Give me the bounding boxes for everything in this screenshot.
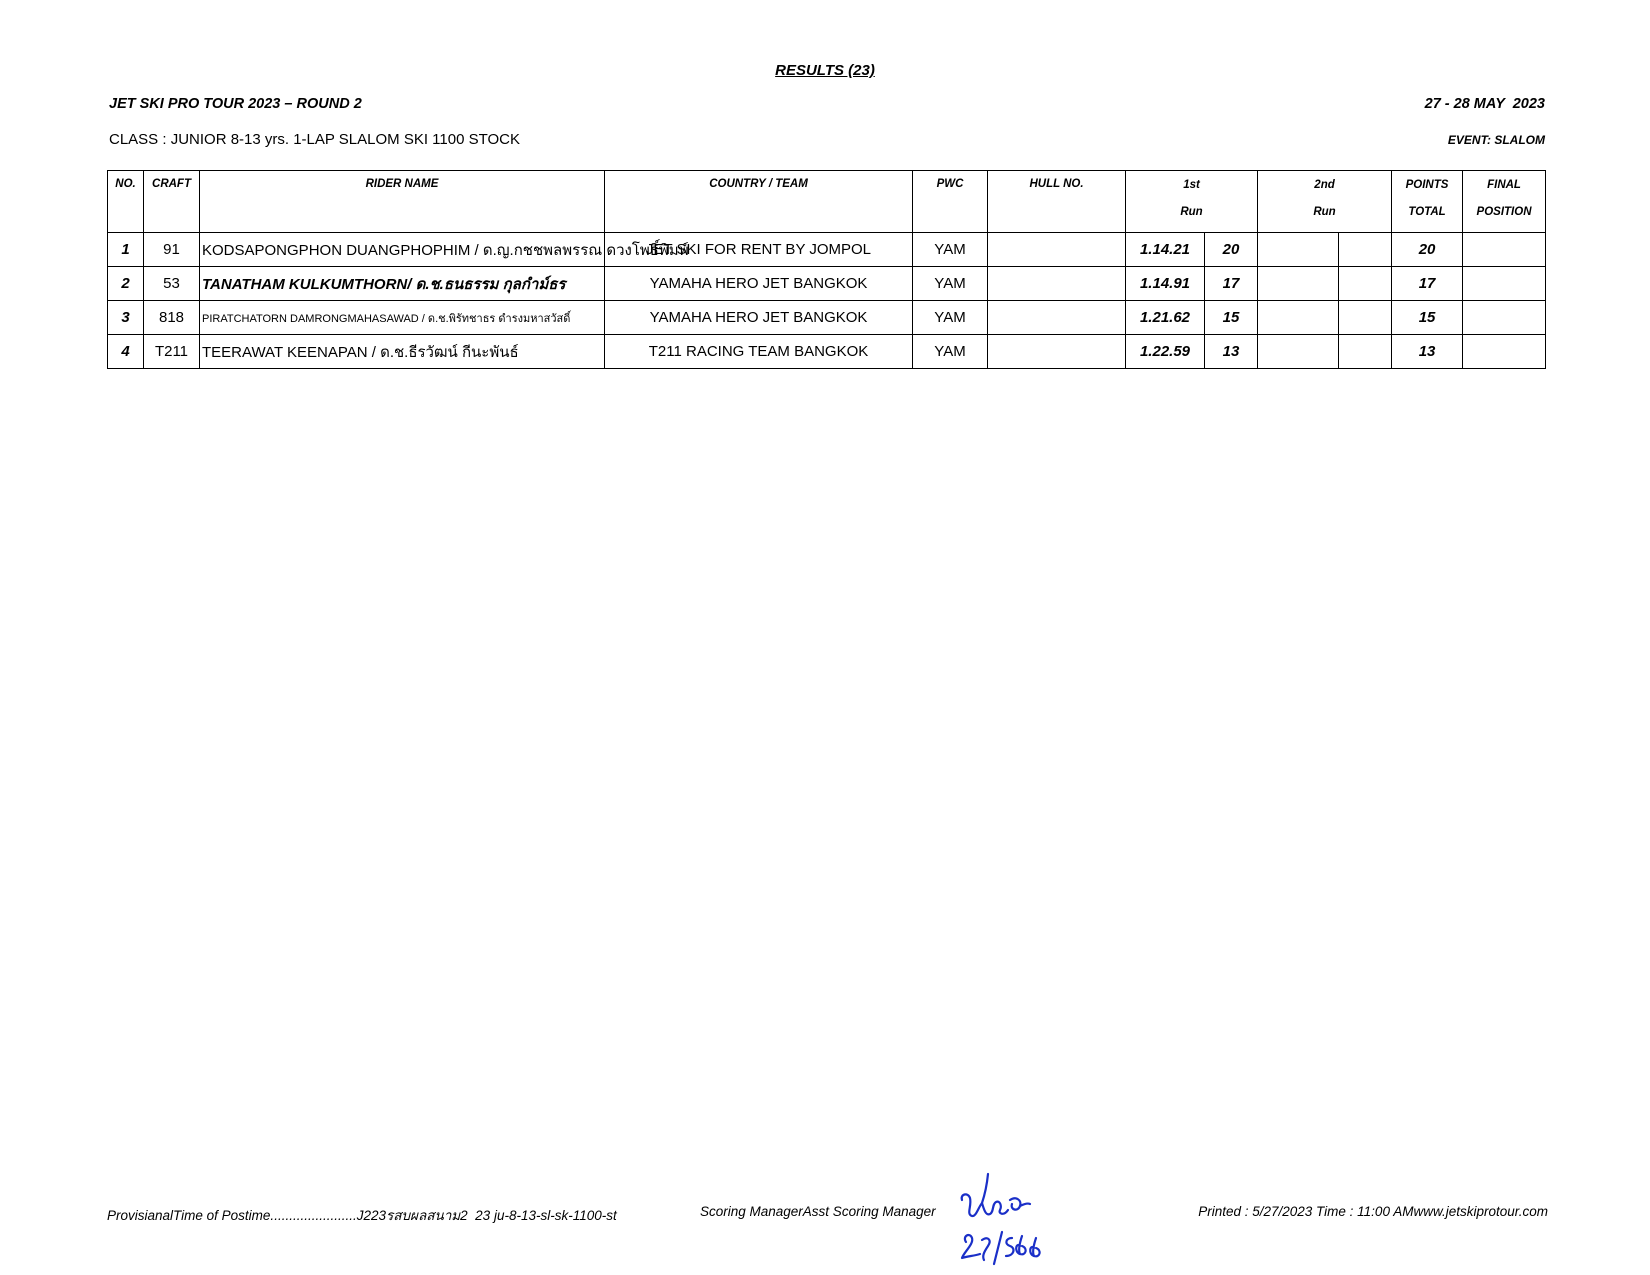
cell-final-position [1463,267,1546,301]
cell-no: 4 [108,335,144,369]
run1-header-bottom: Run [1180,206,1203,218]
cell-pwc: YAM [913,301,988,335]
col-header-hull: HULL NO. [988,171,1126,233]
cell-no: 3 [108,301,144,335]
points-header-bottom: TOTAL [1408,206,1446,218]
cell-team: YAMAHA HERO JET BANGKOK [605,267,913,301]
cell-run1-points: 13 [1205,335,1258,369]
run2-header-top: 2nd [1314,179,1335,191]
cell-craft: T211 [144,335,200,369]
cell-craft: 53 [144,267,200,301]
cell-pwc: YAM [913,233,988,267]
table-row [108,301,1546,335]
col-header-run2 [1258,171,1392,233]
cell-craft: 91 [144,233,200,267]
cell-run2-points [1339,335,1392,369]
col-header-team: COUNTRY / TEAM [605,171,913,233]
cell-hull [988,301,1126,335]
results-title: RESULTS (23) [775,62,875,79]
cell-pwc: YAM [913,267,988,301]
cell-rider-name: KODSAPONGPHON DUANGPHOPHIM / ด.ญ.กชชพลพรรณ ดวงโพธิ์พิมพ์ [200,233,605,267]
cell-pwc: YAM [913,335,988,369]
col-header-rider: RIDER NAME [200,171,605,233]
cell-points-total: 17 [1392,267,1463,301]
cell-rider-name: TANATHAM KULKUMTHORN/ ด.ช.ธนธรรม กุลกำม์ธร [200,267,605,301]
cell-run2-points [1339,301,1392,335]
cell-team: JET SKI FOR RENT BY JOMPOL [605,233,913,267]
cell-craft: 818 [144,301,200,335]
cell-run1-points: 17 [1205,267,1258,301]
event-date: 27 - 28 MAY 2023 [1424,96,1545,112]
handwritten-signature [958,1170,1050,1266]
final-header-bottom: POSITION [1476,206,1532,218]
col-header-craft: CRAFT [144,171,200,233]
table-row [108,233,1546,267]
final-header-top: FINAL [1487,179,1521,191]
cell-run1-points: 15 [1205,301,1258,335]
event-name: JET SKI PRO TOUR 2023 – ROUND 2 [109,96,362,112]
footer-provisional-info: ProvisianalTime of Postime.......................J223รสบผลสนาม2 23 ju-8-13-sl-sk-1100-st [107,1208,617,1223]
table-header-row [108,171,1546,233]
cell-final-position [1463,233,1546,267]
cell-run2-time [1258,301,1339,335]
cell-points-total: 20 [1392,233,1463,267]
cell-hull [988,233,1126,267]
col-header-points [1392,171,1463,233]
col-header-no: NO. [108,171,144,233]
cell-rider-name: TEERAWAT KEENAPAN / ด.ช.ธีรวัฒน์ กีนะพันธ์ [200,335,605,369]
footer-scoring-manager: Scoring ManagerAsst Scoring Manager [700,1204,936,1219]
cell-team: YAMAHA HERO JET BANGKOK [605,301,913,335]
run1-header-top: 1st [1183,179,1200,191]
table-row [108,267,1546,301]
cell-hull [988,267,1126,301]
cell-hull [988,335,1126,369]
cell-run2-time [1258,267,1339,301]
table-row [108,335,1546,369]
cell-team: T211 RACING TEAM BANGKOK [605,335,913,369]
cell-final-position [1463,335,1546,369]
run2-header-bottom: Run [1313,206,1336,218]
cell-run1-time: 1.22.59 [1126,335,1205,369]
cell-no: 1 [108,233,144,267]
points-header-top: POINTS [1405,179,1449,191]
cell-run1-time: 1.14.91 [1126,267,1205,301]
cell-no: 2 [108,267,144,301]
cell-run2-time [1258,233,1339,267]
col-header-pwc: PWC [913,171,988,233]
col-header-run1 [1126,171,1258,233]
cell-points-total: 15 [1392,301,1463,335]
cell-run2-points [1339,267,1392,301]
cell-run1-time: 1.14.21 [1126,233,1205,267]
cell-run2-points [1339,233,1392,267]
cell-final-position [1463,301,1546,335]
col-header-final [1463,171,1546,233]
cell-run2-time [1258,335,1339,369]
cell-points-total: 13 [1392,335,1463,369]
cell-rider-name: PIRATCHATORN DAMRONGMAHASAWAD / ด.ช.พิรัทชาธร ดำรงมหาสวัสดิ์ [200,301,605,335]
event-type: EVENT: SLALOM [1447,133,1545,147]
results-table [107,170,1546,369]
footer-printed-info: Printed : 5/27/2023 Time : 11:00 AMwww.jetskiprotour.com [1198,1204,1548,1219]
cell-run1-points: 20 [1205,233,1258,267]
cell-run1-time: 1.21.62 [1126,301,1205,335]
class-description: CLASS : JUNIOR 8-13 yrs. 1-LAP SLALOM SKI 1100 STOCK [109,131,520,148]
